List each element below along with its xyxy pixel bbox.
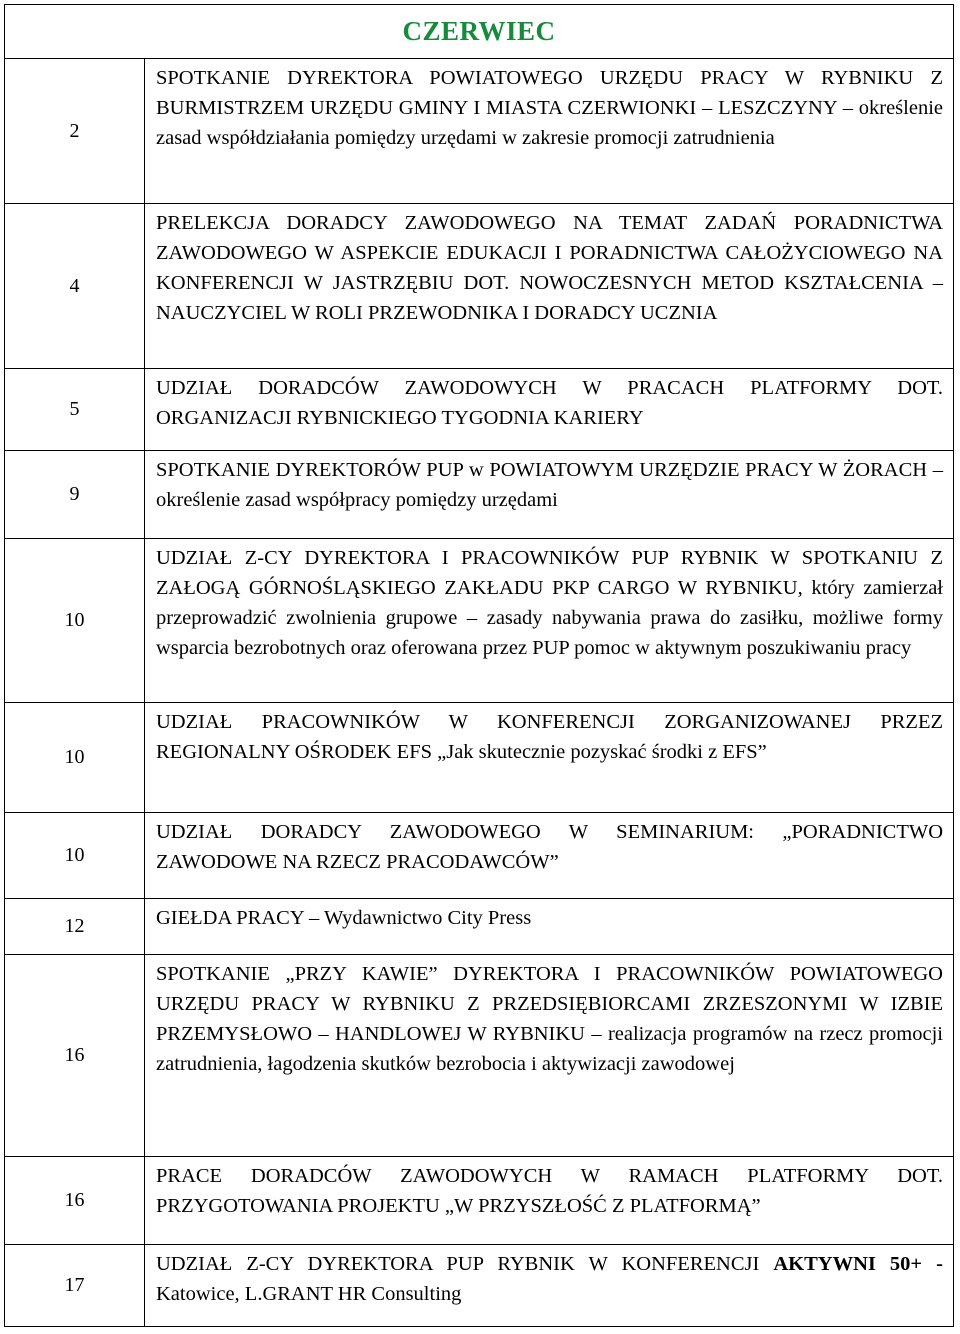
event-text-main: UDZIAŁ Z-CY DYREKTORA PUP RYBNIK W KONFERENCJI [156, 1253, 760, 1275]
table-row [5, 1157, 954, 1245]
event-description: UDZIAŁ PRACOWNIKÓW W KONFERENCJI ZORGANIZOWANEJ PRZEZ REGIONALNY OŚRODEK EFS „Jak skutecznie pozyskać środki z EFS” [145, 703, 954, 813]
events-table [4, 4, 954, 1327]
table-row [5, 1245, 954, 1327]
event-day: 10 [5, 813, 145, 899]
event-description: PRELEKCJA DORADCY ZAWODOWEGO NA TEMAT ZADAŃ PORADNICTWA ZAWODOWEGO W ASPEKCIE EDUKACJI I PORADNICTWA CAŁOŻYCIOWEGO NA KONFERENCJI W JASTRZĘBIU DOT. NOWOCZESNYCH METOD KSZTAŁCENIA – NAUCZYCIEL W ROLI PRZEWODNIKA I DORADCY UCZNIA [145, 204, 954, 369]
event-description: PRACE DORADCÓW ZAWODOWYCH W RAMACH PLATFORMY DOT. PRZYGOTOWANIA PROJEKTU „W PRZYSZŁOŚĆ Z PLATFORMĄ” [145, 1157, 954, 1245]
event-text-bold: AKTYWNI 50+ - [773, 1253, 943, 1275]
event-description: GIEŁDA PRACY – Wydawnictwo City Press [145, 899, 954, 955]
event-day: 17 [5, 1245, 145, 1327]
event-day: 5 [5, 369, 145, 451]
table-row [5, 451, 954, 539]
event-description: UDZIAŁ DORADCY ZAWODOWEGO W SEMINARIUM: „PORADNICTWO ZAWODOWE NA RZECZ PRACODAWCÓW” [145, 813, 954, 899]
event-description: SPOTKANIE DYREKTORA POWIATOWEGO URZĘDU PRACY W RYBNIKU Z BURMISTRZEM URZĘDU GMINY I MIASTA CZERWIONKI – LESZCZYNY – określenie zasad współdziałania pomiędzy urzędami w zakresie promocji zatrudnienia [145, 59, 954, 204]
event-description: SPOTKANIE „PRZY KAWIE” DYREKTORA I PRACOWNIKÓW POWIATOWEGO URZĘDU PRACY W RYBNIKU Z PRZEDSIĘBIORCAMI ZRZESZONYMI W IZBIE PRZEMYSŁOWO – HANDLOWEJ W RYBNIKU – realizacja programów na rzecz promocji zatrudnienia, łagodzenia skutków bezrobocia i aktywizacji zawodowej [145, 955, 954, 1157]
event-text-tail: Katowice, L.GRANT HR Consulting [156, 1283, 462, 1305]
event-day: 9 [5, 451, 145, 539]
table-row [5, 703, 954, 813]
event-day: 12 [5, 899, 145, 955]
table-row [5, 59, 954, 204]
event-day: 16 [5, 955, 145, 1157]
event-description: UDZIAŁ DORADCÓW ZAWODOWYCH W PRACACH PLATFORMY DOT. ORGANIZACJI RYBNICKIEGO TYGODNIA KARIERY [145, 369, 954, 451]
event-day: 10 [5, 703, 145, 813]
event-day: 10 [5, 539, 145, 703]
event-description: SPOTKANIE DYREKTORÓW PUP w POWIATOWYM URZĘDZIE PRACY W ŻORACH – określenie zasad współpracy pomiędzy urzędami [145, 451, 954, 539]
month-header-row [5, 5, 954, 59]
event-day: 2 [5, 59, 145, 204]
table-row [5, 813, 954, 899]
month-title: CZERWIEC [402, 16, 556, 46]
table-row [5, 204, 954, 369]
event-day: 4 [5, 204, 145, 369]
table-row [5, 369, 954, 451]
table-row [5, 539, 954, 703]
table-row [5, 955, 954, 1157]
event-description [145, 1245, 954, 1327]
event-day: 16 [5, 1157, 145, 1245]
table-row [5, 899, 954, 955]
month-header-cell [5, 5, 954, 59]
event-description: UDZIAŁ Z-CY DYREKTORA I PRACOWNIKÓW PUP RYBNIK W SPOTKANIU Z ZAŁOGĄ GÓRNOŚLĄSKIEGO ZAKŁADU PKP CARGO W RYBNIKU, który zamierzał przeprowadzić zwolnienia grupowe – zasady nabywania prawa do zasiłku, możliwe formy wsparcia bezrobotnych oraz oferowana przez PUP pomoc w aktywnym poszukiwaniu pracy [145, 539, 954, 703]
